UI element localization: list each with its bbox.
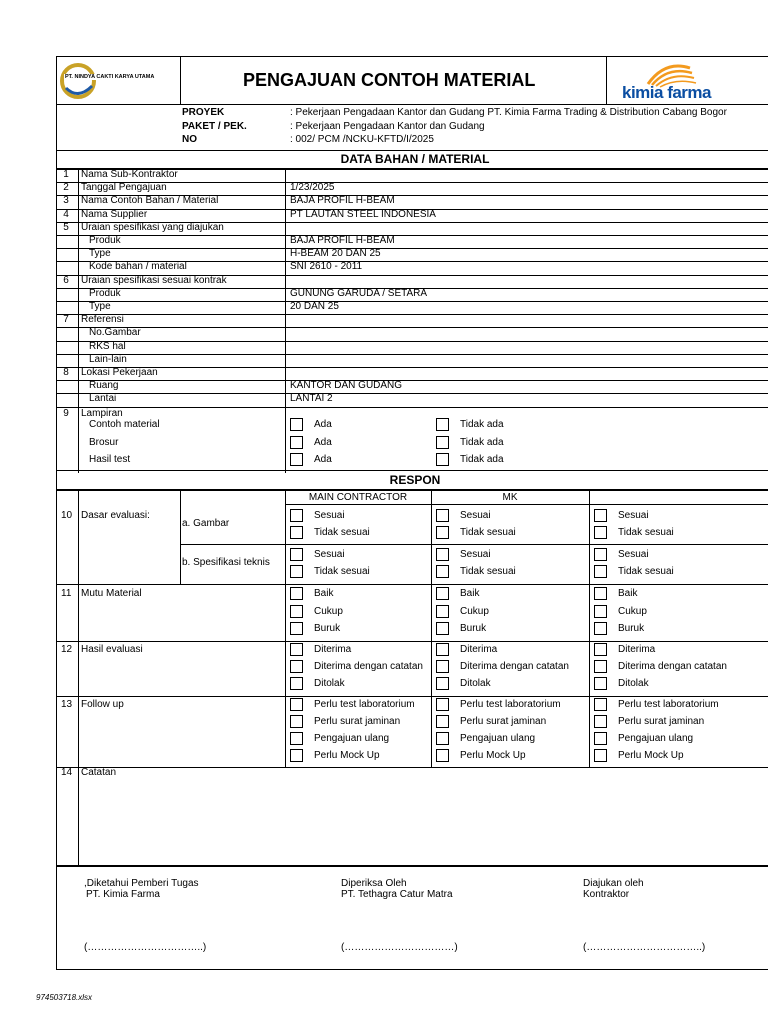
checkbox-sesuai[interactable] xyxy=(290,509,303,522)
signature-line[interactable]: (……………………………..) xyxy=(84,942,207,953)
row-value[interactable]: BAJA PROFIL H-BEAM xyxy=(290,235,395,246)
checkbox-mutu[interactable] xyxy=(290,622,303,635)
row-value[interactable]: 20 DAN 25 xyxy=(290,301,339,312)
row-number: 6 xyxy=(63,274,69,286)
checkbox-evaluasi[interactable] xyxy=(436,660,449,673)
row-number: 3 xyxy=(63,195,69,207)
row-label: No.Gambar xyxy=(89,327,141,339)
option-label: Buruk xyxy=(314,623,341,634)
row-line xyxy=(180,544,768,545)
row-value[interactable]: SNI 2610 - 2011 xyxy=(290,261,363,273)
row-number: 14 xyxy=(61,767,73,778)
checkbox-sesuai[interactable] xyxy=(594,509,607,522)
option-label: Ditolak xyxy=(314,678,345,689)
nindya-logo-text: PT. NINDYA CAKTI KARYA UTAMA xyxy=(65,74,155,80)
row-number: 13 xyxy=(61,699,73,710)
option-label: Diterima xyxy=(618,644,656,655)
signature-role: ,Diketahui Pemberi Tugas xyxy=(84,878,199,889)
option-label: Diterima xyxy=(314,644,352,655)
checkbox-evaluasi[interactable] xyxy=(290,643,303,656)
checkbox-sesuai[interactable] xyxy=(594,548,607,561)
checkbox-mutu[interactable] xyxy=(594,622,607,635)
checkbox-ada[interactable] xyxy=(290,436,303,449)
row-label: Kode bahan / material xyxy=(89,261,187,273)
signature-org: Kontraktor xyxy=(583,889,630,900)
row-line xyxy=(56,767,768,768)
checkbox-tidak-sesuai[interactable] xyxy=(290,526,303,539)
option-label: Tidak ada xyxy=(460,419,504,430)
row-label: Lantai xyxy=(89,393,117,405)
option-label: Perlu Mock Up xyxy=(618,750,684,761)
lampiran-label: Lampiran xyxy=(81,407,123,419)
row-label: Produk xyxy=(89,235,121,246)
option-label: Sesuai xyxy=(314,510,345,521)
row-number: 1 xyxy=(63,169,69,180)
checkbox-follow-up[interactable] xyxy=(436,732,449,745)
option-label: Perlu Mock Up xyxy=(314,750,380,761)
checkbox-follow-up[interactable] xyxy=(594,749,607,762)
checkbox-follow-up[interactable] xyxy=(594,732,607,745)
checkbox-follow-up[interactable] xyxy=(290,749,303,762)
row-label: Uraian spesifikasi yang diajukan xyxy=(81,221,224,233)
section-line xyxy=(56,489,768,491)
option-label: Perlu surat jaminan xyxy=(618,716,705,727)
col-mk: MK xyxy=(502,492,518,503)
option-label: Tidak ada xyxy=(460,454,504,465)
option-label: Tidak sesuai xyxy=(314,527,370,538)
checkbox-tidak-ada[interactable] xyxy=(436,453,449,466)
col-line xyxy=(180,489,181,584)
row-line xyxy=(56,301,768,302)
row-label: Type xyxy=(89,248,111,260)
checkbox-tidak-sesuai[interactable] xyxy=(290,565,303,578)
option-label: Sesuai xyxy=(618,549,649,560)
option-label: Baik xyxy=(460,588,480,599)
checkbox-follow-up[interactable] xyxy=(290,698,303,711)
col-line xyxy=(78,169,79,473)
checkbox-ada[interactable] xyxy=(290,453,303,466)
respon-title: RESPON xyxy=(389,473,441,487)
row-number: 10 xyxy=(61,510,73,521)
row-label: Type xyxy=(89,301,111,312)
option-label: Baik xyxy=(314,588,334,599)
checkbox-evaluasi[interactable] xyxy=(436,677,449,690)
option-label: Tidak sesuai xyxy=(618,527,674,538)
checkbox-follow-up[interactable] xyxy=(290,732,303,745)
row-label: Uraian spesifikasi sesuai kontrak xyxy=(81,274,227,286)
option-label: Perlu Mock Up xyxy=(460,750,526,761)
row-number: 5 xyxy=(63,221,69,233)
row-number: 12 xyxy=(61,644,73,655)
option-label: Baik xyxy=(618,588,638,599)
option-label: Tidak ada xyxy=(460,436,504,448)
option-label: Pengajuan ulang xyxy=(460,733,536,744)
signature-org: PT. Tethagra Catur Matra xyxy=(341,889,453,900)
row-number: 8 xyxy=(63,367,69,378)
checkbox-sesuai[interactable] xyxy=(290,548,303,561)
option-label: Perlu test laboratorium xyxy=(314,699,415,710)
row-label: Dasar evaluasi: xyxy=(81,510,150,521)
option-label: Pengajuan ulang xyxy=(618,733,694,744)
checkbox-mutu[interactable] xyxy=(436,622,449,635)
lampiran-item-label: Hasil test xyxy=(89,454,131,465)
header-bottom-line xyxy=(56,104,768,105)
signature-role: Diajukan oleh xyxy=(583,878,644,889)
col-line xyxy=(285,489,286,767)
paket-label: PAKET / PEK. xyxy=(182,121,247,132)
header-divider-right xyxy=(606,56,607,104)
signature-line[interactable]: (……………………………) xyxy=(341,942,458,953)
proyek-label: PROYEK xyxy=(182,107,225,118)
row-number: 2 xyxy=(63,182,69,194)
row-number: 11 xyxy=(61,588,72,599)
signature-org: PT. Kimia Farma xyxy=(86,889,160,900)
option-label: Diterima xyxy=(460,644,498,655)
no-label: NO xyxy=(182,134,197,145)
row-label: Ruang xyxy=(89,380,119,392)
option-label: Tidak sesuai xyxy=(460,566,516,577)
footer-filename: 974503718.xlsx xyxy=(36,993,93,1002)
row-label: Nama Sub-Kontraktor xyxy=(81,169,178,180)
lampiran-item-label: Contoh material xyxy=(89,419,160,430)
col-line xyxy=(589,489,590,767)
checkbox-tidak-sesuai[interactable] xyxy=(594,526,607,539)
row-line xyxy=(56,341,768,342)
option-label: Tidak sesuai xyxy=(314,566,370,577)
option-label: Sesuai xyxy=(460,549,491,560)
checkbox-mutu[interactable] xyxy=(436,587,449,600)
checkbox-mutu[interactable] xyxy=(436,605,449,618)
row-line xyxy=(56,584,768,585)
option-label: Perlu surat jaminan xyxy=(314,716,401,727)
checkbox-follow-up[interactable] xyxy=(436,749,449,762)
signature-role: Diperiksa Oleh xyxy=(341,878,407,889)
checkbox-tidak-ada[interactable] xyxy=(436,436,449,449)
row-label: Referensi xyxy=(81,314,124,326)
option-label: Perlu test laboratorium xyxy=(618,699,719,710)
col-line xyxy=(78,489,79,865)
row-value[interactable]: LANTAI 2 xyxy=(290,393,333,405)
row-label: Produk xyxy=(89,287,121,299)
checkbox-evaluasi[interactable] xyxy=(594,643,607,656)
row-line xyxy=(56,248,768,249)
option-label: Perlu test laboratorium xyxy=(460,699,561,710)
checkbox-evaluasi[interactable] xyxy=(594,660,607,673)
option-label: Cukup xyxy=(460,605,489,617)
checkbox-follow-up[interactable] xyxy=(436,698,449,711)
checkbox-mutu[interactable] xyxy=(594,587,607,600)
option-label: Buruk xyxy=(618,623,645,634)
data-section-title: DATA BAHAN / MATERIAL xyxy=(340,152,490,166)
checkbox-tidak-sesuai[interactable] xyxy=(436,565,449,578)
option-label: Sesuai xyxy=(314,549,345,560)
row-line xyxy=(56,235,768,236)
col-line xyxy=(285,169,286,473)
row-label: Lokasi Pekerjaan xyxy=(81,367,158,378)
row-line xyxy=(56,327,768,328)
sub-label: a. Gambar xyxy=(182,518,230,529)
option-label: Diterima dengan catatan xyxy=(314,661,423,672)
option-label: Ada xyxy=(314,454,332,465)
row-label: Nama Supplier xyxy=(81,208,148,220)
col-line xyxy=(431,489,432,767)
section-line xyxy=(56,150,768,151)
option-label: Ditolak xyxy=(460,678,491,689)
checkbox-tidak-sesuai[interactable] xyxy=(436,526,449,539)
row-label: Catatan xyxy=(81,767,117,778)
row-line xyxy=(56,407,768,408)
option-label: Cukup xyxy=(618,605,647,617)
option-label: Pengajuan ulang xyxy=(314,733,390,744)
row-number: 7 xyxy=(63,314,69,326)
row-line xyxy=(56,696,768,697)
row-value[interactable]: BAJA PROFIL H-BEAM xyxy=(290,195,395,207)
paket-value: : Pekerjaan Pengadaan Kantor dan Gudang xyxy=(290,121,485,132)
respon-header-line xyxy=(285,504,768,505)
checkbox-tidak-ada[interactable] xyxy=(436,418,449,431)
checkbox-evaluasi[interactable] xyxy=(594,677,607,690)
checkbox-sesuai[interactable] xyxy=(436,548,449,561)
row-line xyxy=(56,641,768,642)
option-label: Diterima dengan catatan xyxy=(618,661,727,672)
option-label: Sesuai xyxy=(618,510,649,521)
checkbox-mutu[interactable] xyxy=(290,605,303,618)
row-number: 4 xyxy=(63,208,69,220)
col-main-contractor: MAIN CONTRACTOR xyxy=(308,492,408,503)
checkbox-ada[interactable] xyxy=(290,418,303,431)
checkbox-evaluasi[interactable] xyxy=(290,677,303,690)
row-label: Lain-lain xyxy=(89,353,127,365)
row-number: 9 xyxy=(63,407,69,419)
kimia-farma-logo-text: kimia farma xyxy=(622,83,711,102)
no-value: : 002/ PCM /NCKU-KFTD/I/2025 xyxy=(290,134,434,145)
option-label: Diterima dengan catatan xyxy=(460,661,569,672)
checkbox-tidak-sesuai[interactable] xyxy=(594,565,607,578)
checkbox-sesuai[interactable] xyxy=(436,509,449,522)
row-line xyxy=(56,314,768,315)
checkbox-follow-up[interactable] xyxy=(594,698,607,711)
row-line xyxy=(56,367,768,368)
form-title: PENGAJUAN CONTOH MATERIAL xyxy=(243,70,536,90)
checkbox-follow-up[interactable] xyxy=(594,715,607,728)
row-line xyxy=(56,380,768,381)
proyek-value: : Pekerjaan Pengadaan Kantor dan Gudang PT. Kimia Farma Trading & Distribution Cabang Bogor xyxy=(290,107,727,118)
kimia-farma-logo xyxy=(620,60,735,102)
signature-line[interactable]: (……………………………..) xyxy=(583,942,706,953)
checkbox-follow-up[interactable] xyxy=(290,715,303,728)
lampiran-item-label: Brosur xyxy=(89,436,119,448)
option-label: Tidak sesuai xyxy=(618,566,674,577)
checkbox-follow-up[interactable] xyxy=(436,715,449,728)
option-label: Buruk xyxy=(460,623,487,634)
row-value[interactable]: PT LAUTAN STEEL INDONESIA xyxy=(290,208,436,220)
option-label: Sesuai xyxy=(460,510,491,521)
row-value[interactable]: H-BEAM 20 DAN 25 xyxy=(290,248,381,260)
row-label: Mutu Material xyxy=(81,588,142,599)
option-label: Ada xyxy=(314,419,332,430)
option-label: Ada xyxy=(314,436,332,448)
nindya-logo xyxy=(58,60,178,102)
option-label: Tidak sesuai xyxy=(460,527,516,538)
row-line xyxy=(56,393,768,394)
checkbox-evaluasi[interactable] xyxy=(290,660,303,673)
row-value[interactable]: 1/23/2025 xyxy=(290,182,335,194)
row-value[interactable]: GUNUNG GARUDA / SETARA xyxy=(290,287,428,299)
row-label: Follow up xyxy=(81,699,124,710)
option-label: Ditolak xyxy=(618,678,649,689)
row-label: Nama Contoh Bahan / Material xyxy=(81,195,219,207)
checkbox-mutu[interactable] xyxy=(290,587,303,600)
header-divider-left xyxy=(180,56,181,104)
checkbox-evaluasi[interactable] xyxy=(436,643,449,656)
option-label: Perlu surat jaminan xyxy=(460,716,547,727)
row-label: Tanggal Pengajuan xyxy=(81,182,167,194)
row-value[interactable]: KANTOR DAN GUDANG xyxy=(290,380,403,392)
sub-label: b. Spesifikasi teknis xyxy=(182,557,270,568)
row-label: RKS hal xyxy=(89,340,126,352)
row-label: Hasil evaluasi xyxy=(81,644,143,655)
section-line xyxy=(56,470,768,471)
signature-top-line xyxy=(56,865,768,867)
row-line xyxy=(56,354,768,355)
checkbox-mutu[interactable] xyxy=(594,605,607,618)
option-label: Cukup xyxy=(314,605,343,617)
